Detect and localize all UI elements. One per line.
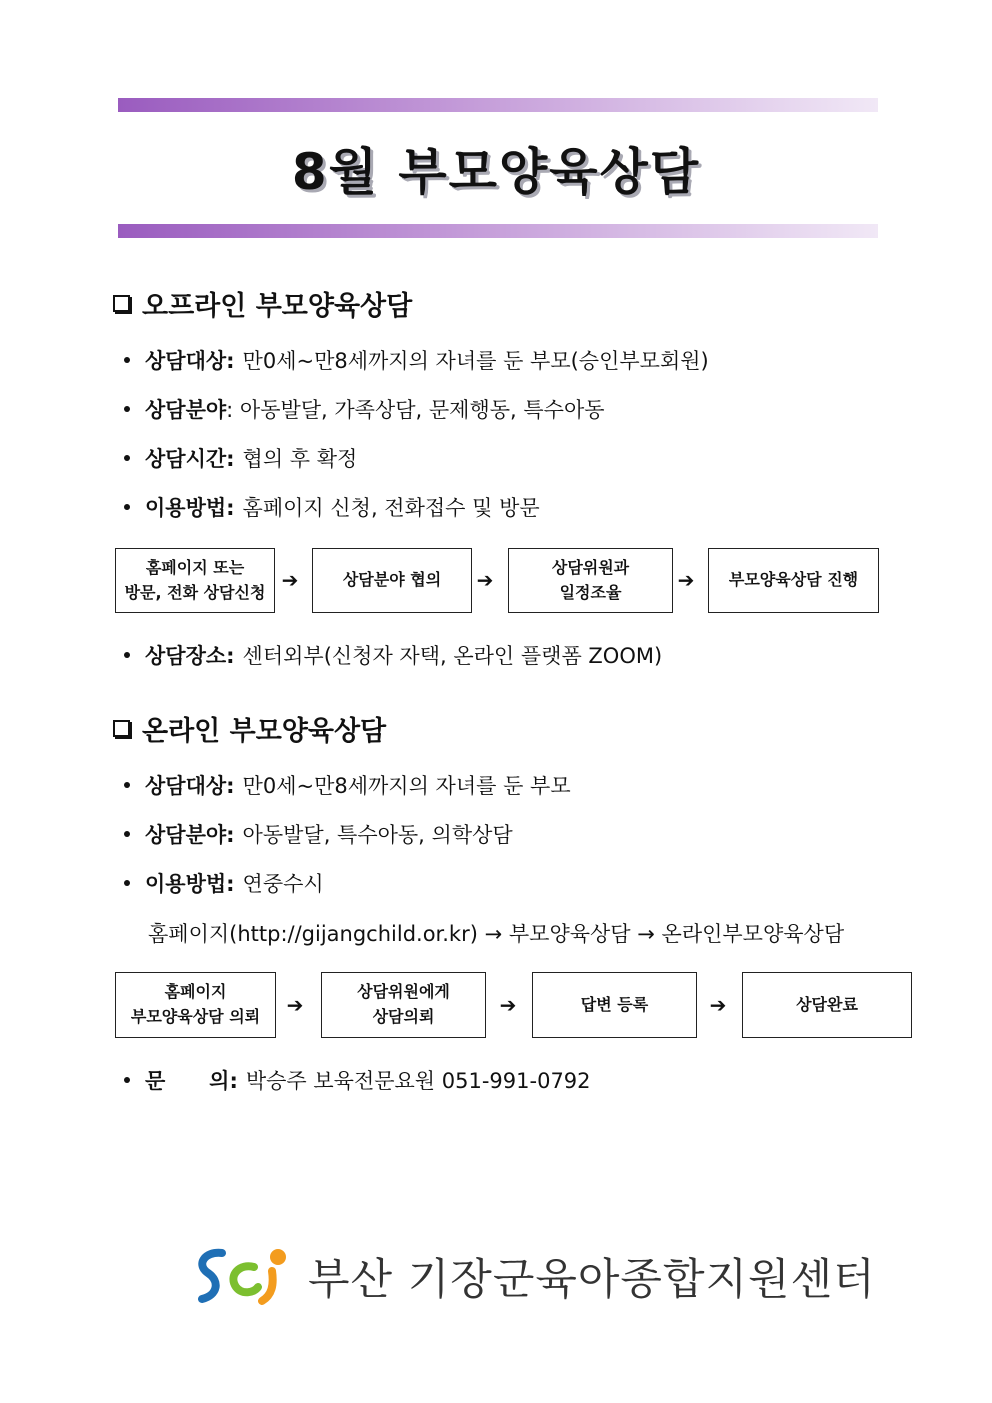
online-homepage-path: 홈페이지(http://gijangchild.or.kr) → 부모양육상담 → 온라인부모양육상담: [148, 922, 845, 946]
offline-section-heading: [113, 284, 412, 323]
item-value: 센터외부(신청자 자택, 온라인 플랫폼 ZOOM): [242, 644, 663, 668]
online-target-item: [124, 770, 571, 800]
offline-heading-text: 오프라인 부모양육상담: [142, 291, 413, 322]
online-heading-text: 온라인 부모양육상담: [142, 716, 387, 747]
offline-time-item: [124, 443, 357, 473]
right-arrow-icon: ➔: [286, 993, 304, 1017]
item-value: 만0세~만8세까지의 자녀를 둔 부모: [242, 774, 571, 798]
right-arrow-icon: ➔: [281, 568, 299, 592]
item-label: 상담분야:: [145, 823, 235, 847]
item-value: 홈페이지 신청, 전화접수 및 방문: [242, 496, 540, 520]
online-field-item: [124, 819, 513, 849]
page-title: 8월 부모양육상담: [291, 143, 701, 201]
item-label: 이용방법:: [145, 872, 235, 896]
hollow-square-icon: [113, 295, 130, 312]
offline-flow-step-2: 상담분야 협의: [312, 548, 472, 613]
contact-item: [124, 1065, 591, 1095]
title-banner-top: [118, 98, 878, 112]
online-flow-step-1: 홈페이지 부모양육상담 의뢰: [115, 972, 276, 1038]
right-arrow-icon: ➔: [677, 568, 695, 592]
bullet-dot-icon: [124, 455, 130, 461]
hollow-square-icon: [113, 720, 130, 737]
footer-org-name: 부산 기장군육아종합지원센터: [308, 1254, 876, 1305]
offline-place-item: [124, 640, 662, 670]
footer: [192, 1245, 876, 1307]
offline-method-item: [124, 492, 540, 522]
bullet-dot-icon: [124, 831, 130, 837]
offline-flow-step-4: 부모양육상담 진행: [708, 548, 879, 613]
item-value: 협의 후 확정: [242, 447, 358, 471]
offline-field-item: [124, 394, 605, 424]
online-flow-step-4: 상담완료: [742, 972, 912, 1038]
right-arrow-icon: ➔: [499, 993, 517, 1017]
online-flow-step-2: 상담위원에게 상담의뢰: [321, 972, 486, 1038]
bullet-dot-icon: [124, 504, 130, 510]
title-banner-bottom: [118, 224, 878, 238]
item-value: 연중수시: [242, 872, 324, 896]
offline-flow-step-1: 홈페이지 또는 방문, 전화 상담신청: [115, 548, 275, 613]
item-value: 만0세~만8세까지의 자녀를 둔 부모(승인부모회원): [242, 349, 709, 373]
item-value: 박승주 보육전문요원 051-991-0792: [245, 1069, 591, 1093]
online-flow-step-3: 답변 등록: [532, 972, 697, 1038]
offline-flow-step-3: 상담위원과 일정조율: [508, 548, 673, 613]
item-label: 문 의:: [145, 1069, 238, 1093]
online-method-item: [124, 868, 324, 898]
right-arrow-icon: ➔: [476, 568, 494, 592]
item-label: 상담장소:: [145, 644, 235, 668]
online-section-heading: [113, 709, 386, 748]
item-value: 아동발달, 특수아동, 의학상담: [242, 823, 513, 847]
offline-target-item: [124, 345, 709, 375]
center-logo-icon: [192, 1245, 300, 1307]
bullet-dot-icon: [124, 652, 130, 658]
bullet-dot-icon: [124, 357, 130, 363]
item-label: 상담대상:: [145, 349, 235, 373]
item-value: : 아동발달, 가족상담, 문제행동, 특수아동: [226, 398, 605, 422]
bullet-dot-icon: [124, 1077, 130, 1083]
bullet-dot-icon: [124, 880, 130, 886]
item-label: 상담대상:: [145, 774, 235, 798]
bullet-dot-icon: [124, 782, 130, 788]
item-label: 상담시간:: [145, 447, 235, 471]
item-label: 상담분야: [145, 398, 227, 422]
right-arrow-icon: ➔: [709, 993, 727, 1017]
item-label: 이용방법:: [145, 496, 235, 520]
bullet-dot-icon: [124, 406, 130, 412]
